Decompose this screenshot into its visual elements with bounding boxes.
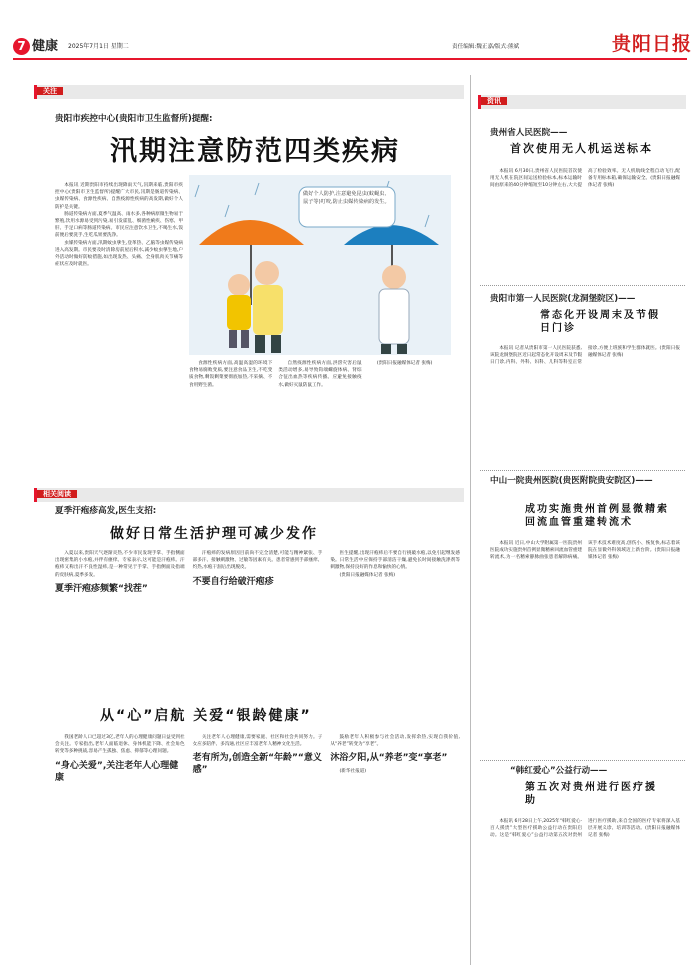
news-kicker: “韩红爱心”公益行动—— xyxy=(510,766,608,776)
news-body xyxy=(490,540,680,700)
related-kicker: 夏季汗疱疹高发,医生支招: xyxy=(55,506,157,516)
main-paragraph: 自然疫源性疾病方面,洪涝灾害后鼠类活动增多,易导致钩端螺旋体病、肾综合征出血热等疾病传播。应避免接触疫水,做好灭鼠防鼠工作。 xyxy=(278,361,362,388)
page-number-badge: 7 xyxy=(13,38,30,55)
news-paragraph: 本报讯 6月30日,贵州省人民医院首次使用无人机在院区间运送检验标本,标本运输时间由原来的40分钟缩短至10分钟左右,大大提高了检验效率。无人机航线全程自动飞行,配备专用标本箱,确保运输安全。(贵阳日报融媒体记者 张梅) xyxy=(490,169,680,189)
elderly-subhead: 沐浴夕阳,从“养老”变“享老” xyxy=(330,753,448,764)
page-header xyxy=(0,0,700,66)
related-paragraph: 汗疱疹的发病原因目前尚不完全清楚,可能与精神紧张、手部多汗、接触刺激物、过敏等因素有关。患者常感到手部瘙痒、灼热,水疱干涸后出现脱皮。 xyxy=(192,551,323,571)
news-separator xyxy=(480,760,685,761)
news-headline: 首次使用无人机运送标本 xyxy=(510,142,653,155)
news-body xyxy=(490,818,680,963)
section-tag: 关注 xyxy=(37,87,63,95)
elderly-paragraph: 关注老年人心理健康,需要家庭、社区和社会共同努力。子女应多陪伴、多沟通,社区应丰富老年人精神文化生活。 xyxy=(192,735,323,748)
section-tag: 相关阅读 xyxy=(37,490,77,498)
header-rule xyxy=(13,58,687,60)
related-subhead: 不要自行给破汗疱疹 xyxy=(192,576,274,587)
elderly-headline: 从“心”启航 关爱“银龄健康” xyxy=(100,708,312,724)
news-paragraph: 本报讯 6月28日上午,2025年“韩红爱心·百人援贵”大型医疗援助公益行动在贵阳启动。这是“韩红爱心”公益行动第五次对贵州进行医疗援助,来自全国的医疗专家将深入基层开展义诊、培训等活动。(贵阳日报融媒体记者 张梅) xyxy=(490,819,680,839)
news-separator xyxy=(480,285,685,286)
news-paragraph: 本报讯 记者从贵阳市第一人民医院获悉,该院龙洞堡院区近日起常态化开设周末及节假日门诊,内科、外科、妇科、儿科等科室正常接诊,方便上班族和学生群体就医。(贵阳日报融媒体记者 张梅) xyxy=(490,346,680,366)
news-kicker: 中山一院贵州医院(贵医附院贵安院区)—— xyxy=(490,476,653,486)
main-paragraph: 肠道传染病方面,夏季气温高、雨水多,各种病原微生物易于繁殖,饮用水源易受到污染,易引发霍乱、细菌性痢疾、伤寒、甲肝、手足口病等肠道传染病。市民应注意饮水卫生,不喝生水,饭前便后要洗手,生吃瓜果要洗净。 xyxy=(55,211,183,239)
elderly-body xyxy=(55,734,460,959)
byline: (贵阳日报融媒体记者 张梅) xyxy=(376,361,433,366)
main-body-col-2 xyxy=(189,360,451,482)
main-body-col-1 xyxy=(55,182,183,482)
main-paragraph: 虫媒传染病方面,汛期蚊虫孳生,登革热、乙脑等虫媒传染病进入高发期。市民要及时清除房前屋后积水,减少蚊虫孳生地,户外活动时做好防蚊措施,如出现发热、头痛、全身肌肉关节痛等症状应及时就医。 xyxy=(55,240,183,268)
column-divider xyxy=(470,75,471,965)
elderly-subhead: 老有所为,创造全新“年龄”“意义感” xyxy=(192,753,322,776)
doctor-icon xyxy=(379,265,409,354)
elderly-subhead: “身心关爱”,关注老年人心理健康 xyxy=(55,760,179,783)
elderly-paragraph: 我国老龄人口已超过3亿,老年人的心理健康问题日益受到社会关注。专家指出,老年人面临退休、身体机能下降、社会角色转变等多种挑战,容易产生孤独、焦虑、抑郁等心理问题。 xyxy=(55,735,185,755)
elderly-paragraph: 鼓励老年人积极参与社会活动,发挥余热,实现自我价值,从“养老”转变为“享老”。 xyxy=(330,735,460,748)
news-body xyxy=(490,168,680,278)
news-separator xyxy=(480,470,685,471)
related-subhead: 夏季汗疱疹频繁“找茬” xyxy=(55,583,148,594)
related-paragraph: 入夏以来,贵阳天气逐渐炎热,不少市民发现手掌、手指侧面出现密集的小水疱,并伴有瘙痒。专家表示,这可能是汗疱疹。汗疱疹又称出汗不良性湿疹,是一种常见于手掌、手指侧面及指端的皮肤病,夏季多发。 xyxy=(55,551,185,578)
related-paragraph: 医生提醒,出现汗疱疹后不要自行挑破水疱,以免引起继发感染。日常生活中应保持手部清洁干燥,避免长时间接触洗涤剂等刺激物,保持良好的作息和愉快的心情。 xyxy=(330,551,460,571)
byline: (新华社报道) xyxy=(339,769,367,775)
news-paragraph: 本报讯 近日,中山大学附属第一医院贵州医院成功实施贵州首例显微精索回流血管重建转流术,为一名精索静脉曲张患者解除病痛。该手术技术难度高,创伤小、恢复快,标志着该院在显微外科领域迈上新台阶。(贵阳日报融媒体记者 张梅) xyxy=(490,541,680,561)
staff-line: 责任编辑:魏正嘉/版式:熊斌 xyxy=(452,44,520,50)
related-body xyxy=(55,550,460,690)
section-tag: 资讯 xyxy=(481,97,507,105)
main-headline: 汛期注意防范四类疾病 xyxy=(110,136,400,167)
news-body xyxy=(490,345,680,460)
section-bar-focus xyxy=(34,85,464,99)
news-kicker: 贵阳市第一人民医院(龙洞堡院区)—— xyxy=(490,294,636,304)
main-paragraph: 本报讯 近期贵阳市持续出现降雨天气,汛期来临,贵阳市疾控中心(贵阳市卫生监督所)提醒广大市民,汛期是肠道传染病、虫媒传染病、食源性疾病、自然疫源性疾病的高发期,做好个人防护是关键。 xyxy=(55,183,183,210)
section-title: 健康 xyxy=(32,39,59,54)
speech-bubble: 做好个人防护,注意避免昆虫(蚊蝇虫、鼠子等)叮咬,防止虫媒传染病的发生。 xyxy=(303,191,390,205)
news-headline: 常态化开设周末及节假日门诊 xyxy=(540,310,660,334)
main-kicker: 贵阳市疾控中心(贵阳市卫生监督所)提醒: xyxy=(55,114,213,124)
news-headline: 第五次对贵州进行医疗援助 xyxy=(525,782,657,806)
byline: (贵阳日报融媒体记者 张梅) xyxy=(339,572,396,578)
news-headline: 成功实施贵州首例显微精索回流血管重建转流术 xyxy=(525,504,669,528)
related-headline: 做好日常生活护理可减少发作 xyxy=(110,526,318,542)
news-kicker: 贵州省人民医院—— xyxy=(490,128,568,138)
main-paragraph: 食源性疾病方面,高温高湿的环境下食物易腐败变质,要注意食品卫生,不吃变质食物,剩饭剩菜要彻底加热,不采摘、不食用野生菌。 xyxy=(189,361,273,388)
section-bar-news xyxy=(478,95,686,109)
newspaper-logo: 贵阳日报 xyxy=(612,33,693,55)
date-line: 2025年7月1日 星期二 xyxy=(68,43,129,50)
section-bar-related xyxy=(34,488,464,502)
